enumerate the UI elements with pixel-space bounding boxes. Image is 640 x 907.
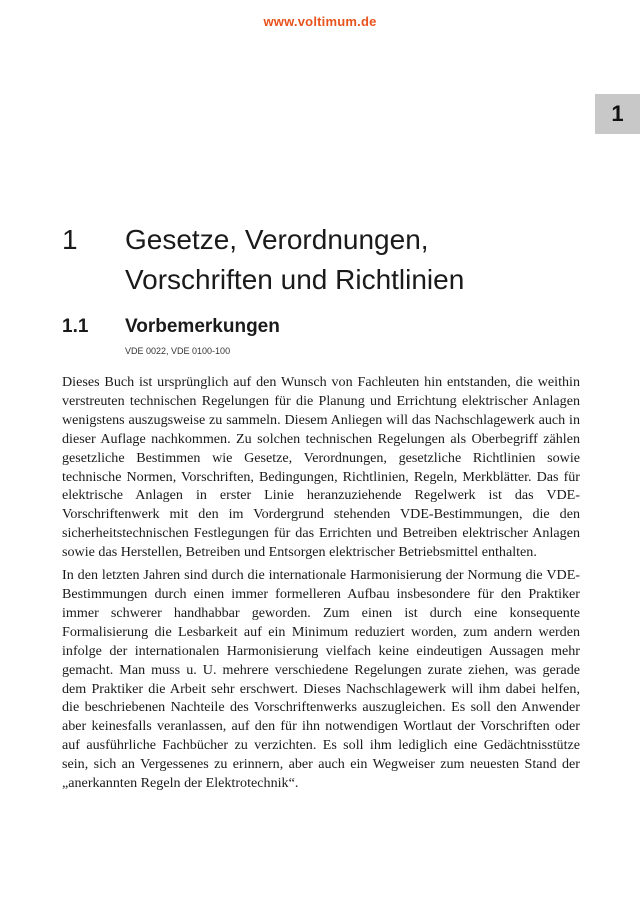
chapter-tab: 1 xyxy=(595,94,640,134)
section-title: Vorbemerkungen xyxy=(125,316,280,337)
paragraph-1: Dieses Buch ist ursprünglich auf den Wunsch von Fachleuten hin entstanden, die weithin verstreuten technischen Regelungen für die Planung und Errichtung elektrischer Anlagen wenigstens auszugsweise zu sammeln. Diesem Anliegen will das Nachschlagewerk auch in dieser Auflage nachkommen. Zu solchen technischen Regelungen als Oberbegriff zählen gesetzliche Bestimmen wie Gesetze, Verordnungen, gesetzliche Richtlinien sowie technische Normen, Vorschriften, Bedingungen, Richtlinien, Regeln, Merkblätter. Das für elektrische Anlagen in erster Linie heranzuziehende Regelwerk ist das VDE-Vorschriftenwerk mit den im Vordergrund stehenden VDE-Bestimmungen, die den sicherheitstechnischen Festlegungen für das Errichten und Betreiben elektrischer Anlagen sowie das Herstellen, Betreiben und Entsorgen elektrischer Betriebsmittel enthalten. xyxy=(62,374,580,561)
watermark-url[interactable]: www.voltimum.de xyxy=(263,14,377,29)
chapter-number: 1 xyxy=(62,224,78,255)
section-reference: VDE 0022, VDE 0100-100 xyxy=(125,346,231,356)
body-text xyxy=(62,373,580,797)
chapter-title-line-1: Gesetze, Verordnungen, xyxy=(125,224,429,255)
chapter-title xyxy=(125,220,585,300)
section-number: 1.1 xyxy=(62,316,89,337)
chapter-title-line-2: Vorschriften und Richtlinien xyxy=(125,264,465,295)
paragraph-2: In den letzten Jahren sind durch die internationale Harmonisierung der Normung die VDE-Bestimmungen durch einen immer formelleren Aufbau insbesondere für den Praktiker immer schwerer handhabbar geworden. Zum einen ist durch eine konsequente Formalisierung die Lesbarkeit auf ein Minimum reduziert worden, zum andern werden infolge der internationalen Harmonisierung vielfach keine eindeutigen Aussagen mehr gemacht. Man muss u. U. mehrere verschiedene Regelungen zurate ziehen, was gerade dem Praktiker die Arbeit sehr erschwert. Dieses Nachschlagewerk will ihm dabei helfen, die beschriebenen Nachteile des Vorschriftenwerks auszugleichen. Es soll den Anwender aber keinesfalls veranlassen, auf den für ihn notwendigen Wortlaut der Vorschriften oder auf ausführliche Fachbücher zu verzichten. Es soll ihm lediglich eine Gedächtnisstütze sein, sich an Vergessenes zu erinnern, aber auch ein Wegweiser zum neuesten Stand der „anerkannten Regeln der Elektrotechnik“. xyxy=(62,567,580,792)
